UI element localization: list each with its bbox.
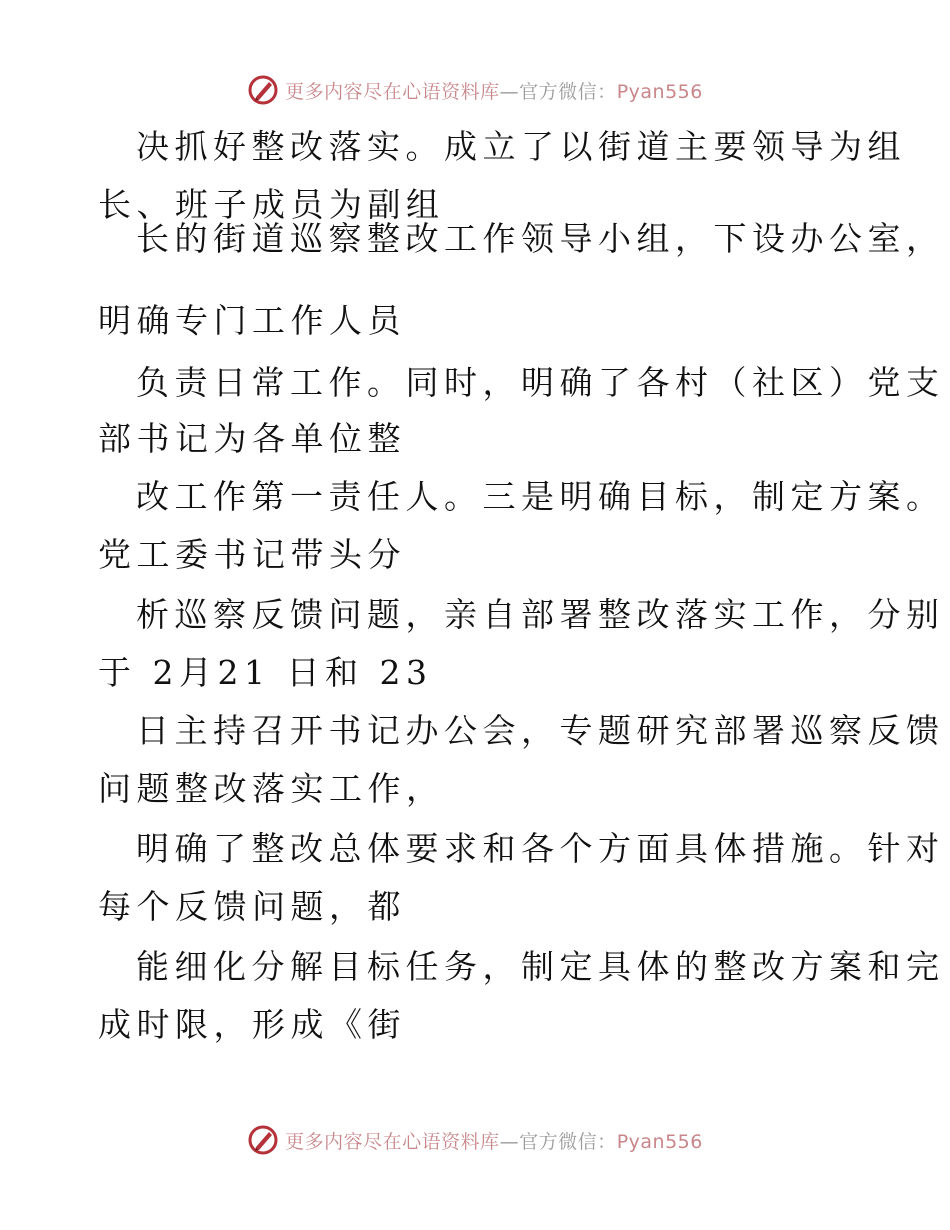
text-line: 问题整改落实工作， xyxy=(98,769,445,808)
pen-in-circle-icon xyxy=(247,1124,279,1156)
text-line: 负责日常工作。同时，明确了各村（社区）党支 xyxy=(136,363,945,402)
text-line: 长的街道巡察整改工作领导小组，下设办公室， xyxy=(136,219,945,258)
text-line: 明确了整改总体要求和各个方面具体措施。针对 xyxy=(136,829,945,868)
text-line: 决抓好整改落实。成立了以街道主要领导为组 xyxy=(136,127,906,166)
pen-in-circle-icon xyxy=(247,74,279,106)
watermark-separator: — xyxy=(499,1130,520,1153)
watermark-text xyxy=(285,1127,703,1154)
text-line: 长、班子成员为副组 xyxy=(98,185,445,224)
text-line: 析巡察反馈问题，亲自部署整改落实工作，分别 xyxy=(136,595,945,634)
watermark-wechat-id: Pyan556 xyxy=(616,1130,703,1153)
watermark-wechat-label: 官方微信： xyxy=(519,1130,617,1153)
text-line: 党工委书记带头分 xyxy=(98,535,406,574)
watermark-wechat-id: Pyan556 xyxy=(616,80,703,103)
watermark-wechat-label: 官方微信： xyxy=(519,80,617,103)
text-line: 日主持召开书记办公会，专题研究部署巡察反馈 xyxy=(136,711,945,750)
text-line: 于 2月21 日和 23 xyxy=(98,653,433,692)
watermark-brand: 更多内容尽在心语资料库 xyxy=(285,1130,500,1153)
watermark-brand: 更多内容尽在心语资料库 xyxy=(285,80,500,103)
text-line: 改工作第一责任人。三是明确目标，制定方案。 xyxy=(136,477,945,516)
watermark-text xyxy=(285,77,703,104)
header-watermark xyxy=(0,70,950,110)
watermark-separator: — xyxy=(499,80,520,103)
text-line: 部书记为各单位整 xyxy=(98,419,406,458)
text-line: 明确专门工作人员 xyxy=(98,301,406,340)
text-line: 成时限，形成《街 xyxy=(98,1005,406,1044)
text-line: 能细化分解目标任务，制定具体的整改方案和完 xyxy=(136,947,945,986)
footer-watermark xyxy=(0,1120,950,1160)
text-line: 每个反馈问题，都 xyxy=(98,887,406,926)
